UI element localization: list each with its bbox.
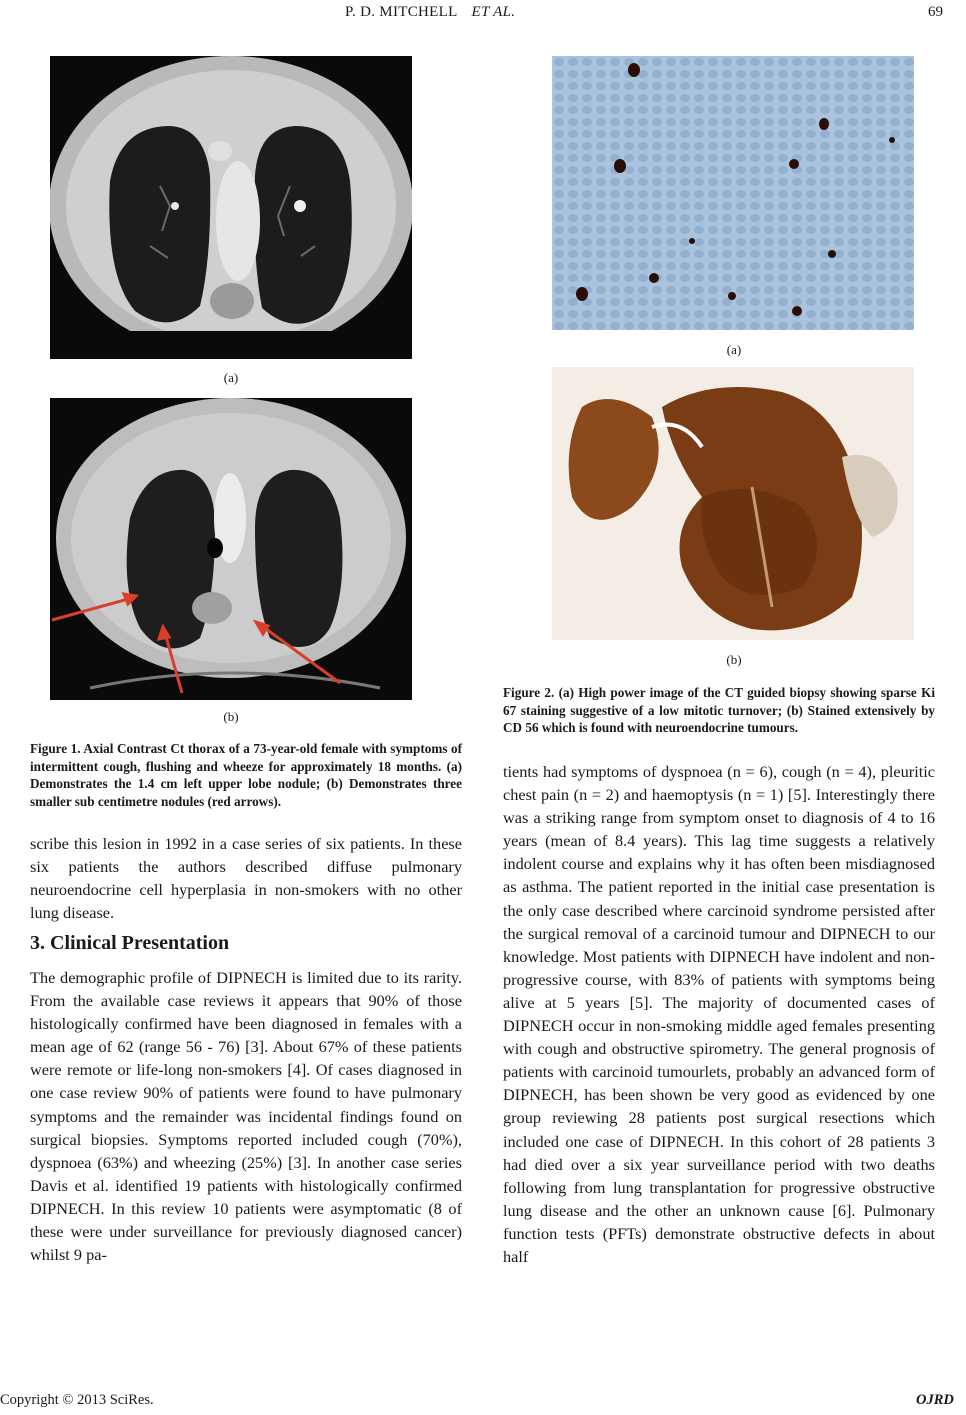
header-etal: ET AL. [471,4,516,20]
left-column-para2 [30,966,462,1266]
page-number: 69 [928,4,943,20]
left-para2-text: The demographic profile of DIPNECH is limited due to its rarity. From the available case reviews it appears that 90% of those histologically confirmed have been diagnosed in females with a mean age of 62 (range 56 - 76) [3]. About 67% of these patients were remote or life-long non-smokers [4]. Of cases diagnosed in one case review 90% of patients were found to have pulmonary symptoms and the remainder was incidental findings found on surgical biopsies. Symptoms reported included cough (70%), dyspnoea (63%) and wheezing (25%) [3]. In another case series Davis et al. identified 19 patients with histologically confirmed DIPNECH. In this review 10 patients were asymptomatic (8 of these were under surveillance for previously diagnosed cancer) whilst 9 pa- [30,968,462,1265]
left-para1-text: scribe this lesion in 1992 in a case series of six patients. In these six patients the authors described diffuse pulmonary neuroendocrine cell hyperplasia in non-smokers with no other lung disease. [30,834,462,923]
right-para1-text: tients had symptoms of dyspnoea (n = 6), cough (n = 4), pleuritic chest pain (n = 2) and haemoptysis (n = 1) [5]. Interestingly there was a striking range from symptom onset to diagnosis of 4 to 16 years (mean of 8.4 years). This lag time suggests a relatively indolent course and explains why it has often been misdiagnosed as asthma. The patient reported in the initial case presentation is the only case described where carcinoid syndrome persisted after the surgical removal of a carcinoid tumour and DIPNECH to our knowledge. Most patients with DIPNECH have indolent and non-progressive course, with 83% of patients with symptoms being alive at 5 years [5]. The majority of documented cases of DIPNECH occur in non-smoking middle aged females presenting with cough and obstructive spirometry. The general prognosis of patients with carcinoid tumourlets, probably an advanced form of DIPNECH, has been shown be very good as evidenced by one group reviewing 28 patients post surgical resections which included one case of DIPNECH. In this cohort of 28 patients 3 had died over a six year surveillance period with two deaths following from lung transplantation for progressive obstructive lung disease and the other an unknown cause [6]. Pulmonary function tests (PFTs) demonstrate obstructive defects in about half [503,762,935,1266]
figure1a-label: (a) [223,370,239,385]
figure2b-histology-image [552,367,914,640]
figure2a-histology-image [552,56,914,330]
header-authors: P. D. MITCHELL ET AL. [345,4,516,20]
footer-copyright: Copyright © 2013 SciRes. [0,1392,154,1408]
figure2a-label: (a) [726,342,742,357]
figure2b-label: (b) [726,652,742,667]
section-heading: 3. Clinical Presentation [30,932,230,954]
footer-journal: OJRD [916,1392,954,1408]
figure1-caption: Figure 1. Axial Contrast Ct thorax of a 73-year-old female with symptoms of intermittent cough, flushing and wheeze for approximately 18 months. (a) Demonstrates the 1.4 cm left upper lobe nodule; (b) Demonstrates three smaller sub centimetre nodules (red arrows). [30,741,462,809]
right-column-para1 [503,760,935,1268]
figure1b-ct-image [50,398,412,700]
left-column-para1 [30,832,462,924]
figure1b-label: (b) [223,709,239,724]
figure1a-ct-image [50,56,412,359]
figure2-caption: Figure 2. (a) High power image of the CT guided biopsy showing sparse Ki 67 staining suggestive of a low mitotic turnover; (b) Stained extensively by CD 56 which is found with neuroendocrine tumours. [503,685,935,736]
